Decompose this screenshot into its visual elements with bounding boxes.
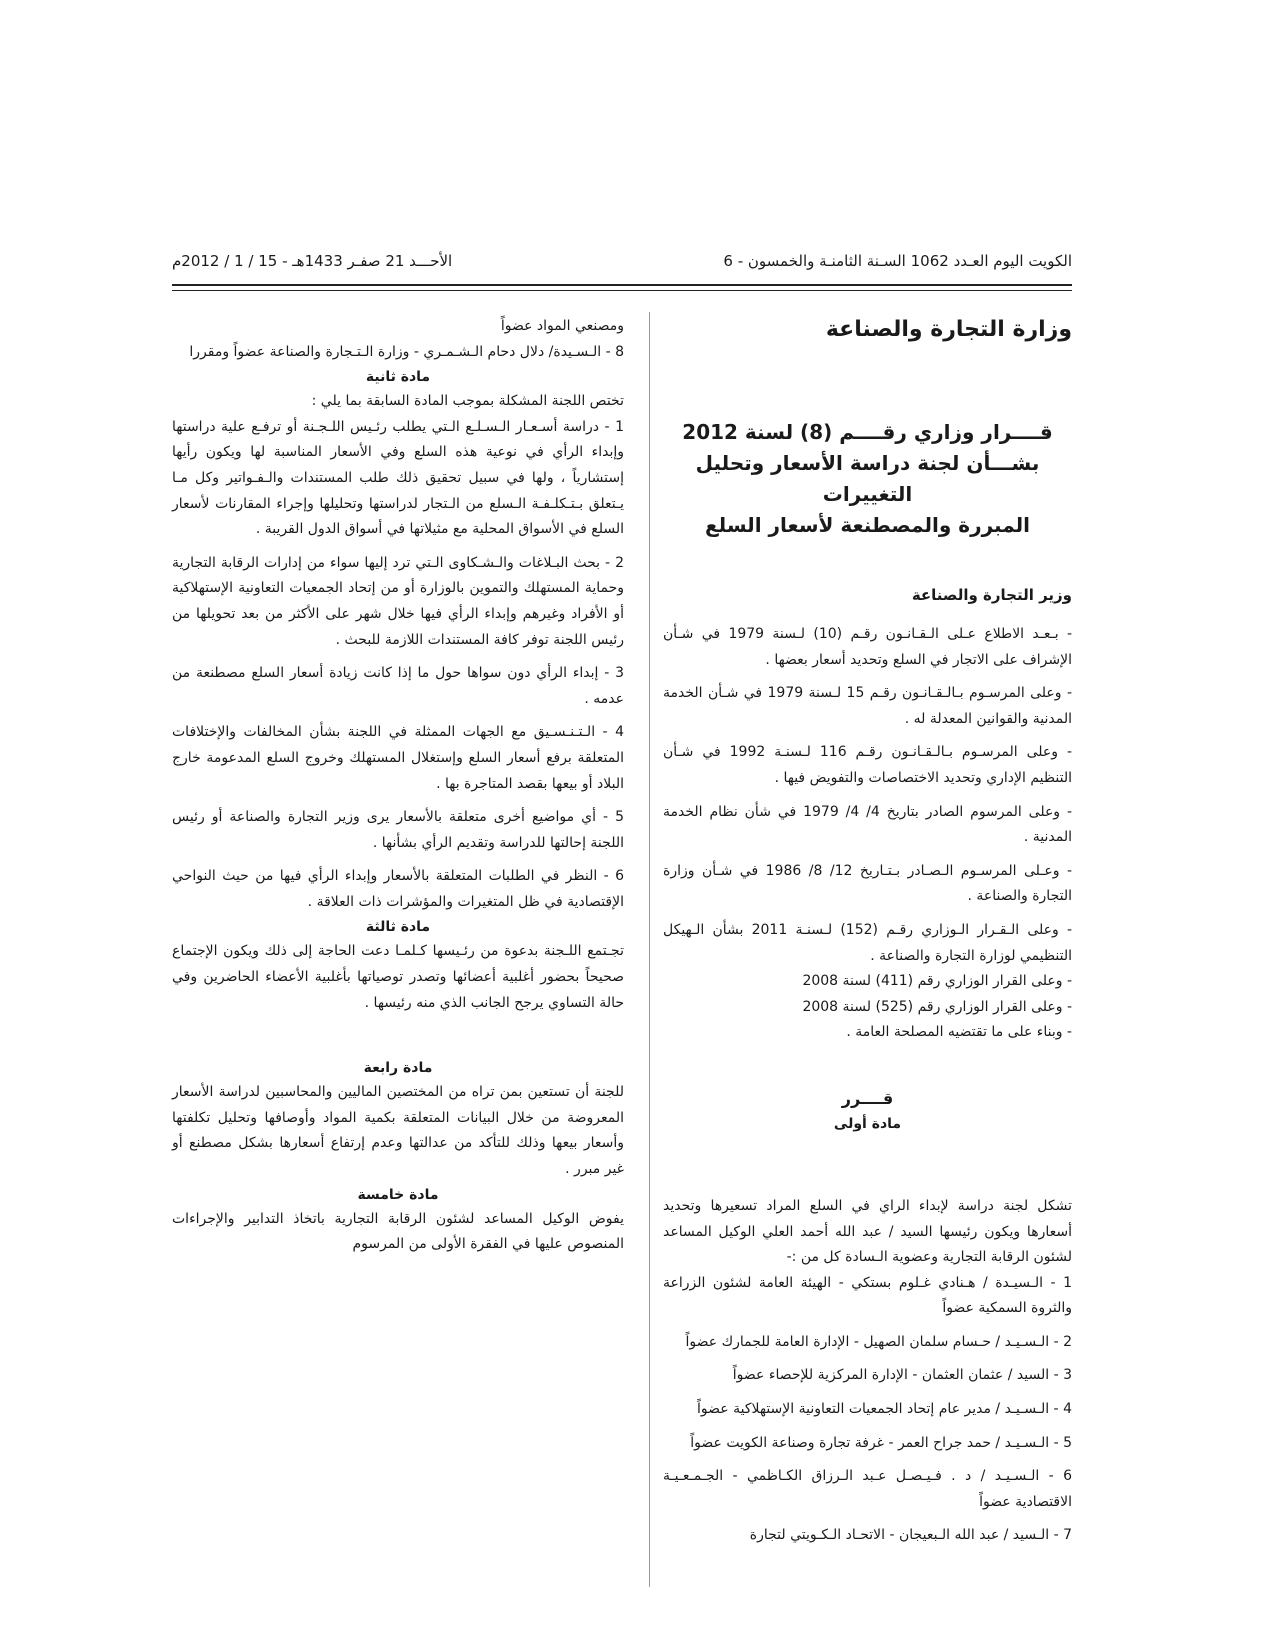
article-2-heading: مادة ثانية	[365, 369, 431, 386]
decree-title-line-1: قــــرار وزاري رقــــم (8) لسنة 2012	[682, 420, 1053, 444]
ministry-heading: وزارة التجارة والصناعة	[825, 317, 1072, 342]
member-item: 2 - الـسـيـد / حـسام سلمان الصهيل - الإدارة العامة للجمارك عضواً	[685, 1333, 1072, 1350]
article-5-heading: مادة خامسة	[357, 1186, 439, 1203]
member-item: 7 - الـسيد / عبد الله الـبعيجان - الاتحـاد الـكـويتي لتجارة	[749, 1527, 1072, 1544]
column-divider	[649, 312, 650, 1587]
right-column	[663, 316, 1072, 1549]
header-rule-thin	[172, 290, 1072, 291]
decree-title	[663, 417, 1072, 541]
article-2-item: 3 - إبداء الرأي دون سواها حول ما إذا كانت زيادة أسعار السلع مصطنعة من عدمه .	[172, 665, 624, 707]
preamble-item: - وبناء على ما تقتضيه المصلحة العامة .	[846, 1024, 1072, 1041]
article-2-item: 6 - النظر في الطلبات المتعلقة بالأسعار وإبداء الرأي فيها من حيث النواحي الإقتصادية في ظل المتغيرات والمؤشرات ذات العلاقة .	[172, 868, 624, 910]
preamble-item: - بـعـد الاطلاع عـلى الـقـانـون رقـم (10) لـسنة 1979 في شـأن الإشراف على الاتجار في السلع وتحديد أسعار بعضها .	[663, 626, 1073, 668]
member-item: 3 - السيد / عثمان العثمان - الإدارة المركزية للإحصاء عضواً	[732, 1367, 1072, 1384]
article-4-text: للجنة أن تستعين بمن تراه من المختصين الماليين والمحاسبين لدراسة الأسعار المعروضة من خلال البيانات المتعلقة بكمية المواد وأوصافها وتحليل تكلفتها وأسعار بيعها وذلك للتأكد من عدالتها وعدم إرتفاع أسعارها بشكل مصطنع أو غير مبرر .	[172, 1084, 624, 1178]
preamble-item: - وعلى المرسوم الصادر بتاريخ 4/ 4/ 1979 في شأن نظام الخدمة المدنية .	[663, 803, 1073, 846]
preamble-item: - وعلى القرار الوزاري رقم (411) لسنة 2008	[802, 973, 1072, 990]
article-2-item: 5 - أي مواضيع أخرى متعلقة بالأسعار يرى وزير التجارة والصناعة أو رئيس اللجنة إحالتها للدراسة وتقديم الرأي بشأنها .	[172, 809, 624, 851]
preamble-item: - وعلى المرسـوم بـالـقـانـون رقـم 116 لـسنـة 1992 في شـأن التنظيم الإداري وتحديد الاختصاصات والتفويض فيها .	[663, 744, 1072, 786]
decides-heading: قــــرر	[841, 1088, 894, 1108]
decree-title-line-2: بشـــأن لجنة دراسة الأسعار وتحليل التغييرات	[695, 451, 1040, 506]
member-item: 6 - الـسـيـد / د . فـيـصـل عـبد الـرزاق الكـاظمي - الجـمـعـيـة الاقتصادية عضواً	[663, 1468, 1072, 1510]
member-item: 8 - الـسـيدة/ دلال دحام الـشـمـري - وزارة الـتـجارة والصناعة عضواً ومقررا	[189, 343, 624, 360]
article-2-intro: تختص اللجنة المشكلة بموجب المادة السابقة بما يلي :	[311, 393, 624, 410]
member-continuation: ومصنعي المواد عضواً	[500, 318, 624, 334]
preamble-item: - وعلى القرار الوزاري رقم (525) لسنة 2008	[802, 998, 1072, 1015]
article-2-item: 4 - الـتـنـسـيق مع الجهات الممثلة في اللجنة بشأن المخالفات والإختلافات المتعلقة برفع أسعار السلع وإستغلال المستهلك وخروج السلع المدعومة خارج البلاد أو بيعها بقصد المتاجرة بها .	[172, 724, 624, 792]
preamble-item: - وعلى الـقـرار الـوزاري رقـم (152) لـسنـة 2011 بشأن الـهيكل التنظيمي لوزارة التجارة والصناعة .	[663, 921, 1072, 964]
decree-title-line-3: المبررة والمصطنعة لأسعار السلع	[705, 513, 1030, 537]
preamble-item: - وعلى المرسـوم بـالـقـانـون رقـم 15 لـسنة 1979 في شـأن الخدمة المدنية والقوانين المعدلة له .	[663, 685, 1072, 727]
article-2-item: 2 - بحث البـلاغات والـشـكاوى الـتي ترد إليها سواء من إدارات الرقابة التجارية وحماية المستهلك والتموين بالوزارة أو من إتحاد الجمعيات التعاونية الإستهلاكية أو الأفراد وغيرهم وإبداء الرأي فيها خلال شهر على الأكثر من بعد تحويلها من رئيس اللجنة توفر كافة المستندات اللازمة للبحث .	[172, 554, 624, 648]
header-issue: الكويت اليوم العـدد 1062 السـنة الثامنـة والخمسون - 6	[723, 252, 1072, 270]
member-item: 5 - الـسـيـد / حمد جراح العمر - غرفة تجارة وصناعة الكويت عضواً	[690, 1434, 1072, 1451]
article-3-text: تجـتمع اللـجنة بدعوة من رئـيسها كـلمـا دعت الحاجة إلى ذلك ويكون الإجتماع صحيحاً بحضور أغلبية أعضائها وتصدر توصياتها بأغلبية الأعضاء الحاضرين وفي حالة التساوي يرجح الجانب الذي منه رئيسها .	[172, 943, 624, 1011]
member-item: 1 - الـسيـدة / هـنادي غـلوم بستكي - الهيئة العامة لشئون الزراعة والثروة السمكية عضواً	[663, 1274, 1072, 1317]
article-1-heading: مادة أولى	[833, 1115, 902, 1132]
article-5-text: يفوض الوكيل المساعد لشئون الرقابة التجارية باتخاذ التدابير والإجراءات المنصوص عليها في الفقرة الأولى من المرسوم	[172, 1210, 624, 1253]
minister-heading: وزير التجارة والصناعة	[911, 586, 1072, 604]
article-4-heading: مادة رابعة	[363, 1060, 433, 1077]
member-item: 4 - الـسـيـد / مدير عام إتحاد الجمعيات التعاونية الإستهلاكية عضواً	[697, 1401, 1072, 1418]
header-rule-thick	[172, 284, 1072, 286]
article-2-item: 1 - دراسة أسـعـار الـسـلـع الـتي يطلب رئـيس اللـجـنة أو ترفـع علية دراستها وإبداء الرأي في نوعية هذه السلع وفي الأسعار المناسبة لها ويكون رأيها إستشارياً ، ولها في سبيل تحقيق ذلك طلب المستندات والـفـواتير وكل مـا يـتعلق بـتـكلـفـة الـسلع من الـتجار لدراستها وتحليلها وإجراء المقارنات لأسعار السلع في الأسواق المحلية مع مثيلاتها في أسواق الدول القريبة .	[172, 418, 624, 538]
preamble-item: - وعـلى المرسـوم الـصـادر بـتـاريخ 12/ 8/ 1986 في شـأن وزارة التجارة والصناعة .	[663, 862, 1073, 905]
left-column	[172, 314, 624, 1258]
header-date: الأحـــد 21 صفـر 1433هـ - 15 / 1 / 2012م	[172, 252, 453, 270]
article-3-heading: مادة ثالثة	[365, 919, 431, 936]
page-header	[172, 248, 1072, 276]
article-1-text: تشكل لجنة دراسة لإبداء الراي في السلع المراد تسعيرها وتحديد أسعارها ويكون رئيسها السيد / عبد الله أحمد العلي الوكيل المساعد لشئون الرقابة التجارية وعضوية الـسادة كل من :-	[663, 1197, 1072, 1266]
